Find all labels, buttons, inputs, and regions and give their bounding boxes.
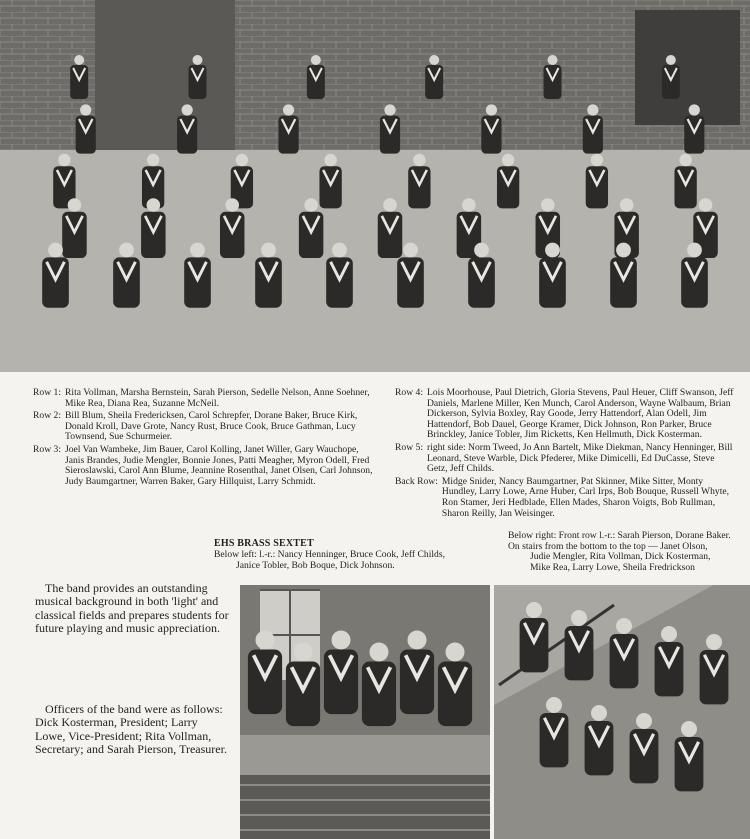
caption-row: Row 2: Bill Blum, Sheila Fredericksen, Carol Schrepfer, Dorane Baker, Bruce Kirk, Donald Kroll, Dave Grote, Nancy Rust, Bruce Cook, Bruce Gathman, Lucy Townsend, Sue Schurmeier. bbox=[33, 410, 358, 443]
sextet-caption: Below left: l.-r.: Nancy Henninger, Bruce Cook, Jeff Childs, Janice Tobler, Bob Boque, Dick Johnson. bbox=[214, 549, 445, 571]
officers-paragraph: Officers of the band were as follows: Dick Kosterman, President; Larry Lowe, Vice-President; Rita Vollman, Secretary; and Sarah Pierson, Treasurer. bbox=[35, 702, 227, 757]
caption-row: Row 1: Rita Vollman, Marsha Bernstein, Sarah Pierson, Sedelle Nelson, Anne Soehner, Mike Rea, Diana Rea, Suzanne McNeil. bbox=[33, 387, 370, 409]
curtain bbox=[635, 10, 740, 125]
stairs-group-photo bbox=[494, 585, 750, 839]
brass-sextet-drawing bbox=[240, 585, 490, 839]
sextet-title: EHS BRASS SEXTET bbox=[214, 538, 314, 549]
caption-row: Row 3: Joel Van Wambeke, Jim Bauer, Carol Kolling, Janet Willer, Gary Wauchope, Janis Brandes, Judie Mengler, Bonnie Jones, Patti Meagher, Myron Odell, Fred Sieroslawski, Carol Ann Blume, Jeannine Rosenthal, Janet Olsen, Carl Johnson, Judy Baumgartner, Warren Baker, Gary Hillquist, Larry Schmidt. bbox=[33, 443, 373, 487]
stairs-group-drawing bbox=[494, 585, 750, 839]
caption-row: Row 4: Lois Moorhouse, Paul Dietrich, Gloria Stevens, Paul Heuer, Cliff Swanson, Jeff Daniels, Marlene Miller, Ken Munch, Carol Anderson, Wayne Walbaum, Brian Dickerson, Sylvia Boxley, Ray Goode, Jerry Hattendorf, Alan Odell, Jim Hattendorf, Bob Dauel, George Kramer, Dick Johnson, Ron Parker, Bruce Brinckley, Janice Tobler, Jim Ricketts, Ken Hellmuth, Dick Kosterman. bbox=[395, 387, 734, 441]
floor bbox=[0, 150, 750, 372]
caption-rows-1-3 bbox=[33, 388, 378, 489]
caption-row: Back Row: Midge Snider, Nancy Baumgartner, Pat Skinner, Mike Sitter, Monty Hundley, Larry Lowe, Arne Huber, Carl Irps, Bob Bouque, Russell Whyte, Ron Stamer, Jeri Hedblade, Ellen Mades, Sharon Voigts, Bob Rullman, Sharon Reilly, Jan Weisinger. bbox=[395, 475, 730, 519]
doorway bbox=[95, 0, 235, 150]
caption-rows-4-back bbox=[395, 388, 735, 521]
band-description-paragraph: The band provides an outstanding musical background in both 'light' and classical fields and prepares students for future playing and music appreciation. bbox=[35, 581, 229, 636]
band-group-photo bbox=[0, 0, 750, 372]
caption-row: Row 5: right side: Norm Tweed, Jo Ann Bartelt, Mike Diekman, Nancy Henninger, Bill Leonard, Steve Warble, Dick Pfederer, Mike Dimicelli, Ed DuCasse, Steve Getz, Jeff Childs. bbox=[395, 441, 733, 475]
band-group-photo-drawing bbox=[0, 0, 750, 372]
brass-sextet-photo bbox=[240, 585, 490, 839]
stairs-caption: Below right: Front row l.-r.: Sarah Pierson, Dorane Baker. On stairs from the bottom to the top — Janet Olson, Judie Mengler, Rita Vollman, Dick Kosterman, Mike Rea, Larry Lowe, Sheila Fredrickson bbox=[508, 530, 731, 573]
